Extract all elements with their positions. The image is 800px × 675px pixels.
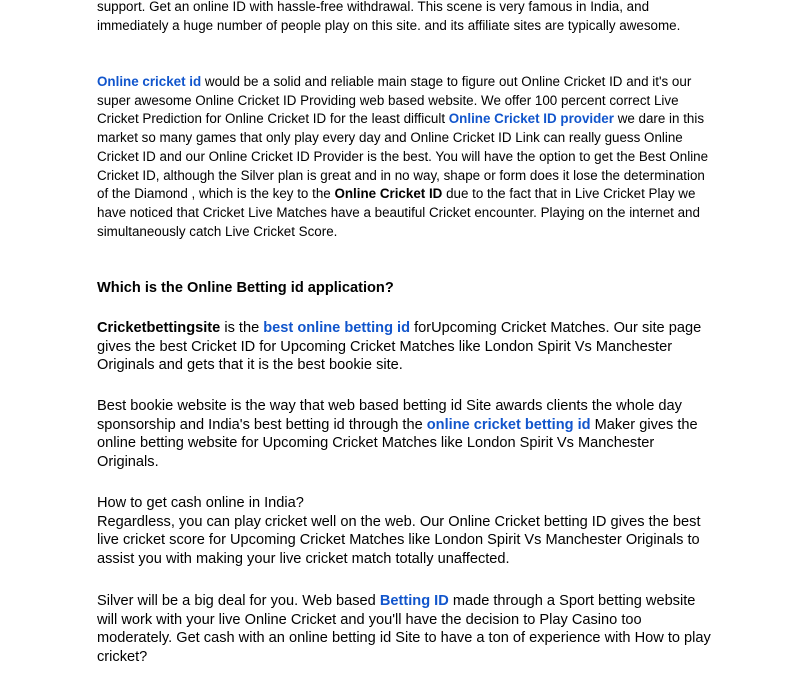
bold-term: Online Cricket ID [334, 186, 443, 202]
paragraph-text: Silver will be a big deal for you. Web based [97, 593, 380, 609]
betting-id-link[interactable]: Betting ID [379, 593, 449, 609]
paragraph-text: forUpcoming Cricket Matches. Our site page gives the best Cricket ID for Upcoming Cricket Matches like London Spirit Vs Manchester Originals and gets that it is the best bookie site. [97, 320, 702, 374]
online-cricket-betting-id-link[interactable]: online cricket betting id [426, 416, 595, 433]
silver-paragraph [97, 592, 712, 667]
online-cricket-id-link[interactable]: Online cricket id [97, 74, 202, 89]
best-online-betting-id-link[interactable]: best online betting id [263, 320, 411, 336]
paragraph-text: made through a Sport betting website will work with your live Online Cricket and you'll have the decision to Play Casino too moderately. Get cash with an online betting id Site to have a ton of experience with How to play cricket? [97, 593, 711, 666]
intro-text: support. Get an online ID with hassle-free withdrawal. This scene is very famous in India, and immediately a huge number of people play on this site. and its affiliate sites are typically awesome. [97, 0, 681, 33]
cricketbettingsite-paragraph [97, 319, 712, 375]
paragraph-text: we dare in this market so many games that only play every day and Online Cricket ID Link can really guess Online Cricket ID and our Online Cricket ID Provider is the best. You will have the option to get the Best Online Cricket ID, although the Silver plan is great and in no way, shape or form does it lose the determination of the Diamond , which is the key to the [97, 111, 709, 202]
bookie-website-paragraph [97, 397, 712, 472]
paragraph-text: is the [220, 320, 264, 336]
online-cricket-id-provider-link[interactable]: Online Cricket ID provider [445, 111, 614, 127]
brand-name: Cricketbettingsite [97, 320, 221, 336]
paragraph-text: Best bookie website is the way that web based betting id Site awards clients the whole day sponsorship and India's best betting id through the [97, 398, 682, 433]
question-line: How to get cash online in India? [97, 495, 304, 511]
paragraph-text: would be a solid and reliable main stage to figure out Online Cricket ID and it's our super awesome Online Cricket ID Providing web based website. We offer 100 percent correct Live Cricket Prediction for Online Cricket ID for the least difficult [97, 74, 692, 127]
online-cricket-id-paragraph [97, 73, 712, 241]
intro-paragraph [97, 0, 712, 35]
paragraph-text: Maker gives the online betting website for Upcoming Cricket Matches like London Spirit Vs Manchester Originals. [97, 416, 698, 471]
paragraph-text: Regardless, you can play cricket well on the web. Our Online Cricket betting ID gives the best live cricket score for Upcoming Cricket Matches like London Spirit Vs Manchester Originals to assist you with making your live cricket match totally unaffected. [97, 513, 701, 568]
section-heading: Which is the Online Betting id application? [97, 280, 394, 296]
paragraph-text: due to the fact that in Live Cricket Play we have noticed that Cricket Live Matches have a beautiful Cricket encounter. Playing on the internet and simultaneously catch Live Cricket Score. [97, 186, 700, 239]
cash-online-paragraph [97, 494, 712, 569]
